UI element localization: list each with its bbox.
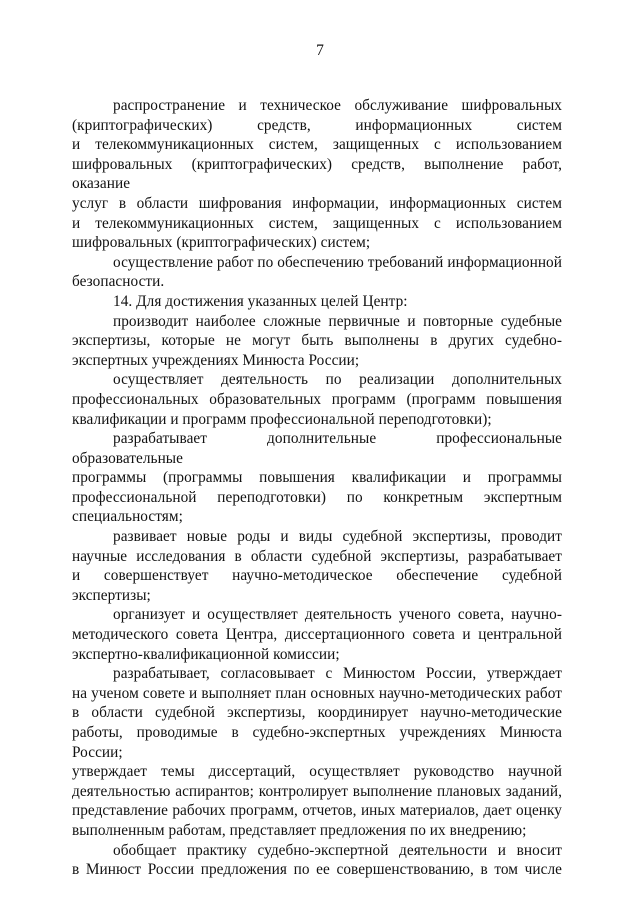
text-line: экспертно-квалификационной комиссии; (72, 645, 340, 663)
text-line: представление рабочих программ, отчетов, иных материалов, дает оценку (72, 802, 562, 820)
text-line: на ученом совете и выполняет план основных научно-методических работ (72, 684, 562, 702)
text-line: развивает новые роды и виды судебной экспертизы, проводит (113, 528, 562, 546)
text-line: в Минюст России предложения по ее совершенствованию, в том числе (72, 861, 562, 879)
paragraph (72, 96, 562, 253)
paragraph (72, 370, 562, 429)
text-line: квалификации и программ профессиональной переподготовки); (72, 410, 492, 428)
text-line: распространение и техническое обслуживание шифровальных (113, 97, 562, 114)
text-line: услуг в области шифрования информации, информационных систем (72, 194, 562, 212)
paragraph (72, 312, 562, 371)
text-line: экспертных учреждениях Минюста России; (72, 351, 360, 369)
paragraph (72, 429, 562, 527)
paragraph (72, 841, 562, 880)
text-line: в области судебной экспертизы, координирует научно-методические (72, 704, 562, 722)
text-line: деятельностью аспирантов; контролирует выполнение плановых заданий, (72, 782, 562, 800)
text-line: экспертизы, которые не могут быть выполнены в других судебно- (72, 332, 562, 350)
paragraph (72, 664, 562, 840)
text-line: шифровальных (криптографических) средств, выполнение работ, оказание (72, 155, 562, 193)
text-line: профессиональных образовательных программ (программ повышения (72, 390, 562, 408)
text-line: осуществляет деятельность по реализации дополнительных (113, 371, 562, 389)
text-line: и совершенствует научно-методическое обеспечение судебной экспертизы; (72, 567, 562, 604)
text-line: организует и осуществляет деятельность ученого совета, научно- (113, 606, 562, 624)
text-line: утверждает темы диссертаций, осуществляет руководство научной (72, 763, 562, 781)
paragraph (72, 527, 562, 605)
text-line: (криптографических) средств, информационных систем (72, 116, 562, 134)
text-line: разрабатывает дополнительные профессиональные образовательные (72, 430, 562, 467)
text-line: программы (программы повышения квалификации и программы (72, 469, 562, 487)
page-number: 7 (316, 42, 324, 59)
text-line: и телекоммуникационных систем, защищенных с использованием (72, 214, 562, 232)
text-line: выполненным работам, представляет предложения по их внедрению; (72, 821, 527, 839)
text-line: специальностям; (72, 508, 183, 526)
text-line: 14. Для достижения указанных целей Центр: (113, 292, 408, 310)
text-line: методического совета Центра, диссертационного совета и центральной (72, 626, 562, 644)
paragraph (72, 253, 562, 292)
text-line: разрабатывает, согласовывает с Минюстом России, утверждает (113, 665, 562, 683)
document-body (72, 96, 562, 880)
text-line: обобщает практику судебно-экспертной деятельности и вносит (113, 841, 562, 859)
paragraph (72, 605, 562, 664)
paragraph (72, 292, 562, 312)
text-line: научные исследования в области судебной экспертизы, разрабатывает (72, 547, 562, 565)
text-line: шифровальных (криптографических) систем; (72, 234, 371, 252)
text-line: и телекоммуникационных систем, защищенных с использованием (72, 136, 562, 154)
text-line: безопасности. (72, 273, 165, 291)
text-line: работы, проводимые в судебно-экспертных учреждениях Минюста России; (72, 724, 562, 761)
text-line: осуществление работ по обеспечению требований информационной (113, 253, 562, 271)
text-line: профессиональной переподготовки) по конкретным экспертным (72, 488, 562, 506)
text-line: производит наиболее сложные первичные и повторные судебные (113, 312, 562, 330)
